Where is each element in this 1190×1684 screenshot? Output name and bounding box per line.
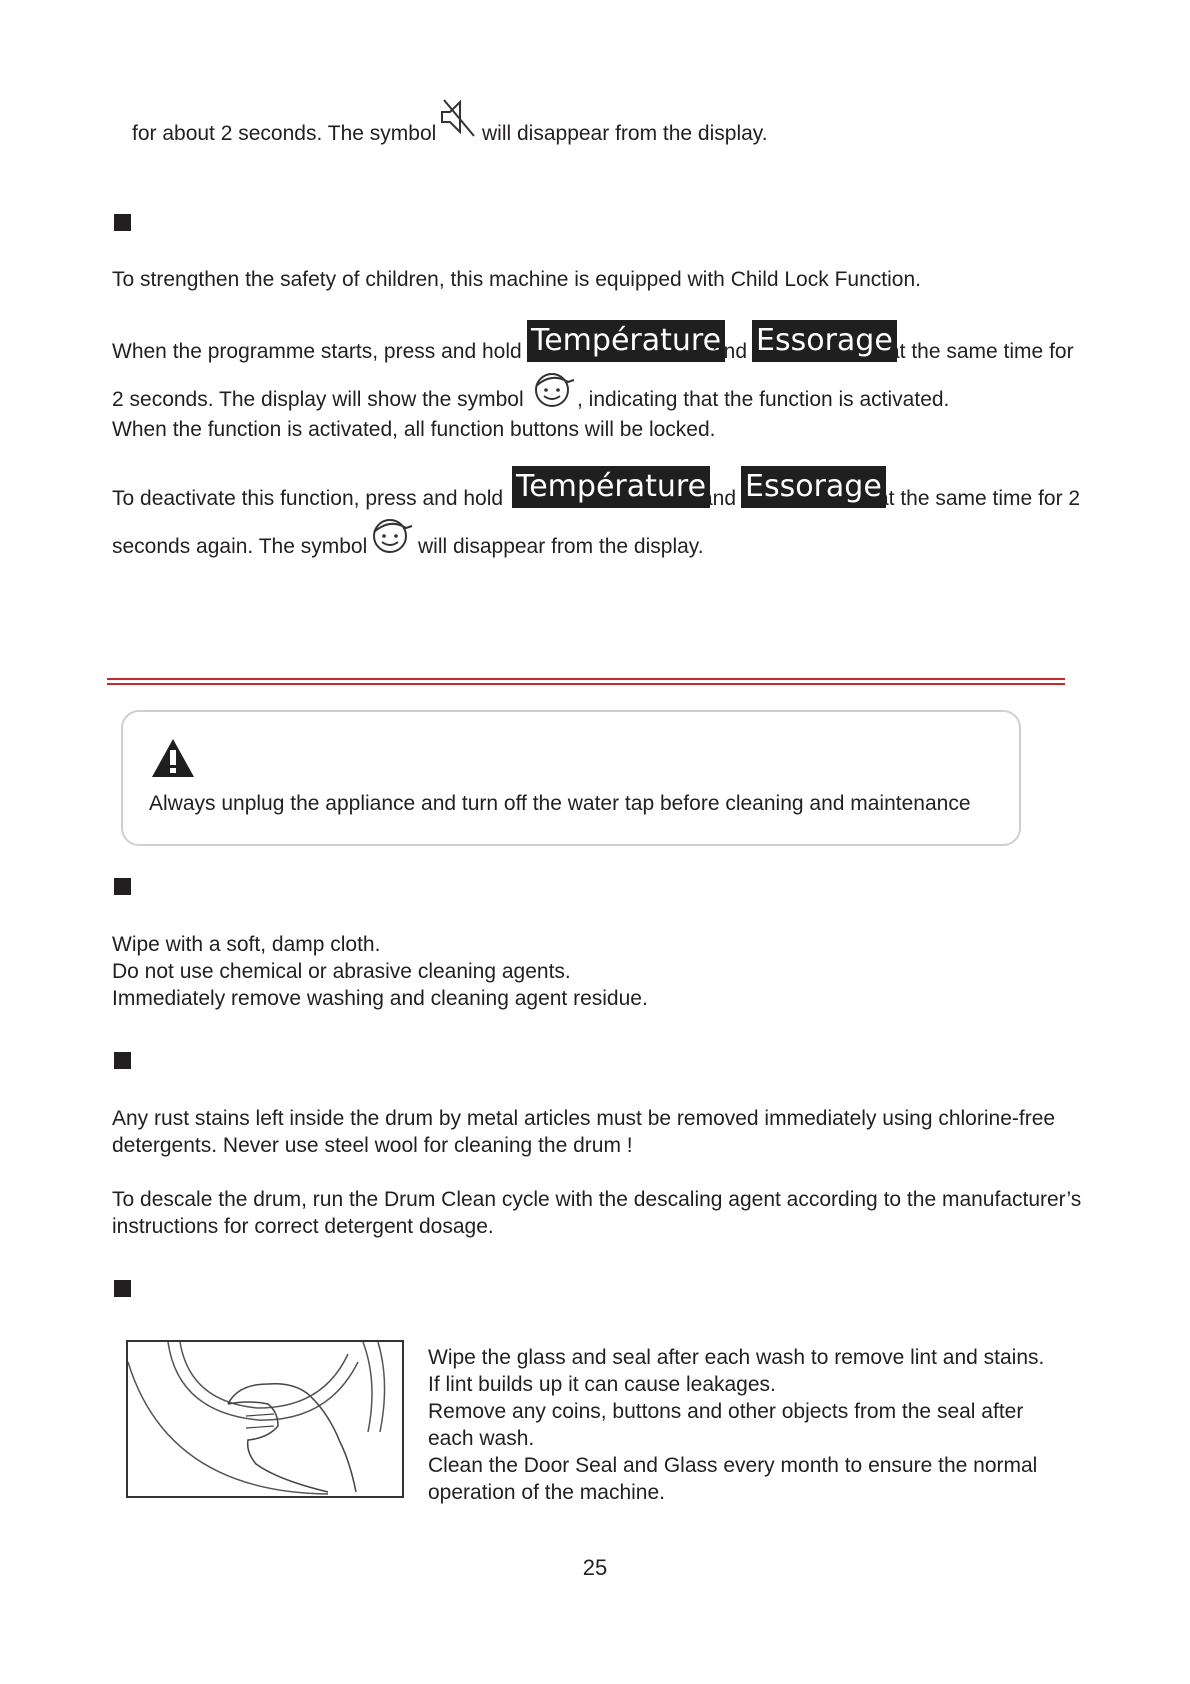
- door-seal-line: Wipe the glass and seal after each wash to remove lint and stains.: [428, 1346, 1045, 1369]
- essorage-button: Essorage: [752, 320, 897, 362]
- section-bullet-cabinet: [114, 878, 131, 895]
- door-seal-line: If lint builds up it can cause leakages.: [428, 1373, 776, 1396]
- mute-text-before: for about 2 seconds. The symbol: [132, 122, 437, 145]
- activate-text-3: 2 seconds. The display will show the symbol: [112, 388, 524, 411]
- door-seal-line: Clean the Door Seal and Glass every month to ensure the normal: [428, 1454, 1038, 1477]
- door-seal-illustration: [126, 1340, 404, 1498]
- door-seal-line: Remove any coins, buttons and other objects from the seal after: [428, 1400, 1024, 1423]
- section-divider-bottom: [107, 683, 1065, 685]
- drum-line: To descale the drum, run the Drum Clean cycle with the descaling agent according to the manufacturer’s: [112, 1188, 1082, 1211]
- mute-text-after: will disappear from the display.: [482, 122, 768, 145]
- warning-text: Always unplug the appliance and turn off the water tap before cleaning and maintenance: [149, 792, 971, 815]
- drum-line: detergents. Never use steel wool for cleaning the drum !: [112, 1134, 633, 1157]
- section-bullet-child-lock: [114, 214, 131, 231]
- section-divider-top: [107, 678, 1065, 680]
- temperature-button-2: Température: [512, 466, 710, 508]
- drum-line: instructions for correct detergent dosage.: [112, 1215, 494, 1238]
- child-lock-face-icon-2: [368, 514, 414, 556]
- section-bullet-door-seal: [114, 1280, 131, 1297]
- deactivate-text-2: at the same time for 2: [877, 487, 1081, 510]
- cabinet-line: Immediately remove washing and cleaning agent residue.: [112, 987, 648, 1010]
- child-lock-intro: To strengthen the safety of children, this machine is equipped with Child Lock Function.: [112, 268, 921, 291]
- activate-and-1: and: [712, 340, 748, 363]
- page-number: 25: [582, 1555, 608, 1580]
- door-seal-line: each wash.: [428, 1427, 535, 1450]
- activate-text-2: at the same time for: [888, 340, 1074, 363]
- activate-text-1: When the programme starts, press and hold: [112, 340, 522, 363]
- warning-box: [121, 710, 1021, 846]
- section-bullet-drum: [114, 1052, 131, 1069]
- door-seal-line: operation of the machine.: [428, 1481, 665, 1504]
- activate-text-4: , indicating that the function is activated.: [577, 388, 950, 411]
- temperature-button: Température: [527, 320, 725, 362]
- cabinet-line: Wipe with a soft, damp cloth.: [112, 933, 381, 956]
- cabinet-line: Do not use chemical or abrasive cleaning agents.: [112, 960, 571, 983]
- child-lock-face-icon: [530, 368, 576, 410]
- warning-triangle-icon: [150, 737, 196, 779]
- drum-line: Any rust stains left inside the drum by metal articles must be removed immediately using chlorine-free: [112, 1107, 1056, 1130]
- deactivate-and: and: [701, 487, 737, 510]
- deactivate-text-4: will disappear from the display.: [418, 535, 704, 558]
- mute-speaker-icon: [438, 96, 478, 140]
- deactivate-text-3: seconds again. The symbol: [112, 535, 368, 558]
- essorage-button-2: Essorage: [741, 466, 886, 508]
- activate-text-5: When the function is activated, all function buttons will be locked.: [112, 418, 716, 441]
- deactivate-text-1: To deactivate this function, press and hold: [112, 487, 504, 510]
